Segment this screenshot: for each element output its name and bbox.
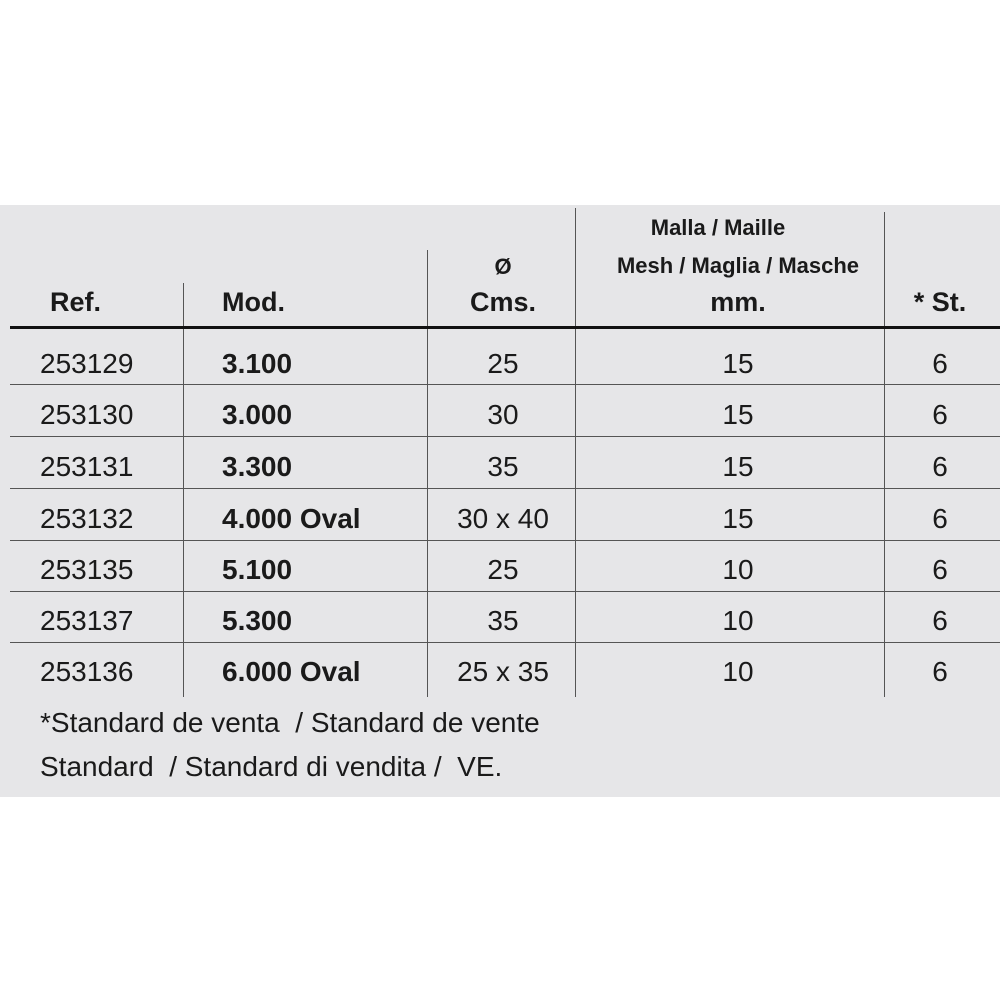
cell-st: 6	[932, 503, 948, 534]
cell-mesh: 10	[722, 656, 754, 687]
cell-ref: 253135	[40, 554, 134, 585]
header-mesh-unit: mm.	[710, 287, 766, 317]
cell-st: 6	[932, 451, 948, 482]
cell-diam: 25 x 35	[457, 656, 549, 687]
header-mesh-line2: Mesh / Maglia / Masche	[616, 253, 860, 278]
cell-mod: 3.000	[222, 399, 293, 430]
cell-diam: 25	[487, 554, 519, 585]
cell-mesh: 15	[722, 348, 754, 379]
cell-mesh: 15	[722, 451, 754, 482]
cell-mod: 3.300	[222, 451, 293, 482]
row-divider	[10, 642, 1000, 643]
cell-st: 6	[932, 656, 948, 687]
row-divider	[10, 436, 1000, 437]
cell-mesh: 15	[722, 503, 754, 534]
header-st: * St.	[913, 287, 967, 317]
cell-ref: 253129	[40, 348, 134, 379]
cell-diam: 35	[487, 451, 519, 482]
cell-mesh: 10	[722, 605, 754, 636]
cell-mod: 5.100	[222, 554, 293, 585]
cell-ref: 253131	[40, 451, 134, 482]
cell-st: 6	[932, 605, 948, 636]
col-divider-mod	[427, 250, 428, 697]
cell-mod: 4.000 Oval	[222, 503, 361, 534]
row-divider	[10, 488, 1000, 489]
cell-diam: 30	[487, 399, 519, 430]
cell-mod: 5.300	[222, 605, 293, 636]
cell-mod: 6.000 Oval	[222, 656, 361, 687]
col-divider-mesh	[884, 212, 885, 697]
header-mesh-line1: Malla / Maille	[650, 215, 786, 240]
cell-ref: 253132	[40, 503, 134, 534]
col-divider-ref	[183, 283, 184, 697]
header-rule	[10, 326, 1000, 329]
cell-mod: 3.100	[222, 348, 293, 379]
col-divider-diam	[575, 208, 576, 697]
cell-st: 6	[932, 554, 948, 585]
cell-ref: 253136	[40, 656, 134, 687]
header-diam-symbol: Ø	[494, 254, 512, 279]
footnote-line2: Standard / Standard di vendita / VE.	[40, 751, 503, 782]
row-divider	[10, 591, 1000, 592]
row-divider	[10, 540, 1000, 541]
cell-st: 6	[932, 348, 948, 379]
cell-diam: 30 x 40	[457, 503, 549, 534]
header-diam-unit: Cms.	[469, 287, 537, 317]
cell-mesh: 15	[722, 399, 754, 430]
cell-diam: 25	[487, 348, 519, 379]
header-ref: Ref.	[50, 287, 102, 317]
cell-mesh: 10	[722, 554, 754, 585]
header-mod: Mod.	[222, 287, 285, 317]
cell-ref: 253137	[40, 605, 134, 636]
cell-ref: 253130	[40, 399, 134, 430]
row-divider	[10, 384, 1000, 385]
footnote-line1: *Standard de venta / Standard de vente	[40, 707, 540, 738]
cell-diam: 35	[487, 605, 519, 636]
cell-st: 6	[932, 399, 948, 430]
